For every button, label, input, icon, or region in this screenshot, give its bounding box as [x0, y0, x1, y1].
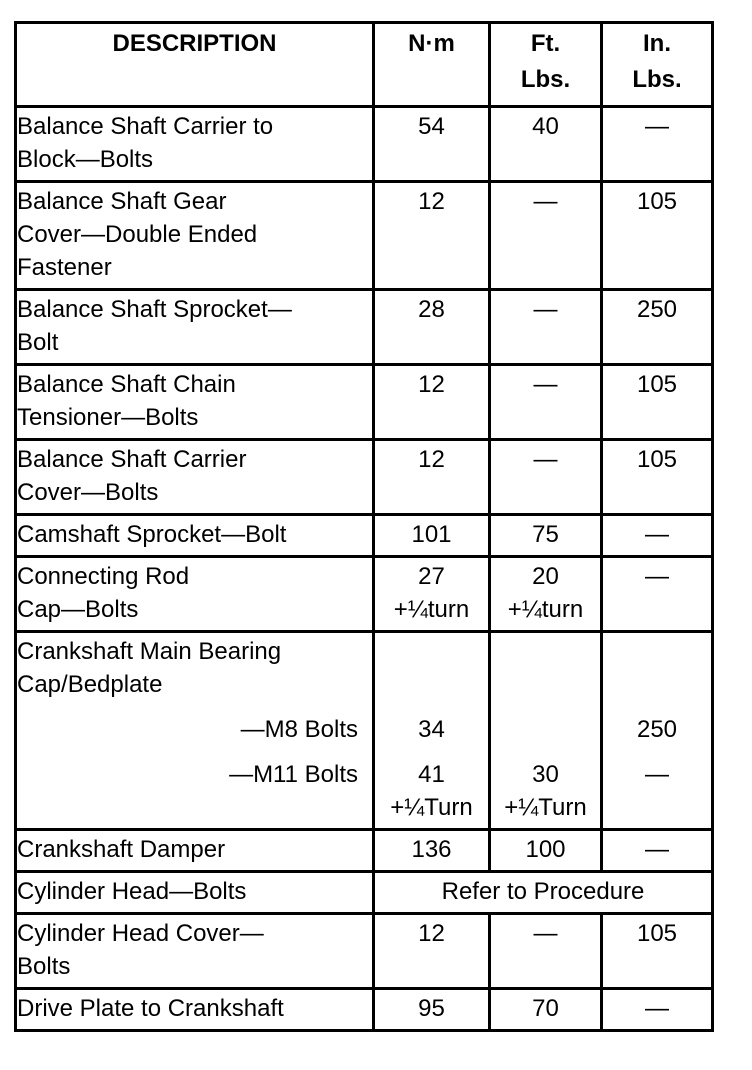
header-nm: N·m [374, 23, 490, 107]
row-description: Crankshaft Main Bearing Cap/Bedplate —M8 Bolts —M11 Bolts [16, 632, 374, 830]
table-row [16, 557, 713, 632]
row-in-lbs: 105 [602, 182, 713, 290]
table-row [16, 914, 713, 989]
table-row [16, 440, 713, 515]
row-nm: 12 [374, 182, 490, 290]
row-nm: 136 [374, 830, 490, 872]
row-in-lbs: — [602, 989, 713, 1031]
row-description: Cylinder Head Cover— Bolts [16, 914, 374, 989]
table-row [16, 632, 713, 830]
row-description: Crankshaft Damper [16, 830, 374, 872]
row-ft-lbs: — [490, 365, 602, 440]
row-ft-lbs: — [490, 914, 602, 989]
header-ft-line2: Lbs. [520, 66, 571, 93]
row-description: Balance Shaft Carrier to Block—Bolts [16, 107, 374, 182]
table-row [16, 515, 713, 557]
row-ft-lbs: 100 [490, 830, 602, 872]
header-row [16, 23, 713, 107]
row-ft-lbs: 70 [490, 989, 602, 1031]
sub-label-m8: —M8 Bolts [240, 716, 358, 743]
table-row [16, 290, 713, 365]
row-ft-lbs: 20 +¼turn [490, 557, 602, 632]
row-in-lbs: — [602, 830, 713, 872]
row-ft-lbs: — [490, 440, 602, 515]
row-description: Balance Shaft Chain Tensioner—Bolts [16, 365, 374, 440]
table-row [16, 989, 713, 1031]
row-in-lbs: 250 [602, 290, 713, 365]
row-in-lbs: 105 [602, 914, 713, 989]
header-in-line1: In. [643, 30, 671, 57]
row-nm: 54 [374, 107, 490, 182]
table-row [16, 872, 713, 914]
table-row [16, 107, 713, 182]
row-in-lbs: — [602, 515, 713, 557]
row-in-lbs: 250 — [602, 632, 713, 830]
row-nm: 12 [374, 914, 490, 989]
row-ft-lbs: — [490, 290, 602, 365]
table-row [16, 365, 713, 440]
row-in-lbs: — [602, 557, 713, 632]
row-ft-lbs: 75 [490, 515, 602, 557]
row-nm: 12 [374, 365, 490, 440]
sub-label-m11: —M11 Bolts [229, 761, 358, 788]
table-row [16, 830, 713, 872]
row-nm: 28 [374, 290, 490, 365]
row-description: Balance Shaft Gear Cover—Double Ended Fastener [16, 182, 374, 290]
row-description: Drive Plate to Crankshaft [16, 989, 374, 1031]
row-in-lbs: 105 [602, 365, 713, 440]
row-nm: 27 +¼turn [374, 557, 490, 632]
row-description: Connecting Rod Cap—Bolts [16, 557, 374, 632]
row-ft-lbs: — [490, 182, 602, 290]
row-nm: 95 [374, 989, 490, 1031]
row-ft-lbs: 30 +¼Turn [490, 632, 602, 830]
row-ft-lbs: 40 [490, 107, 602, 182]
header-description: DESCRIPTION [16, 23, 374, 107]
header-ft-lbs [490, 23, 602, 107]
row-nm: 34 41 +¼Turn [374, 632, 490, 830]
row-nm: 101 [374, 515, 490, 557]
refer-to-procedure: Refer to Procedure [374, 872, 713, 914]
header-in-lbs [602, 23, 713, 107]
torque-spec-table [14, 21, 714, 1032]
table-row [16, 182, 713, 290]
row-description: Camshaft Sprocket—Bolt [16, 515, 374, 557]
row-description: Cylinder Head—Bolts [16, 872, 374, 914]
row-nm: 12 [374, 440, 490, 515]
header-ft-line1: Ft. [530, 30, 561, 57]
row-in-lbs: — [602, 107, 713, 182]
row-in-lbs: 105 [602, 440, 713, 515]
row-description: Balance Shaft Carrier Cover—Bolts [16, 440, 374, 515]
row-description: Balance Shaft Sprocket— Bolt [16, 290, 374, 365]
header-in-line2: Lbs. [632, 66, 682, 93]
